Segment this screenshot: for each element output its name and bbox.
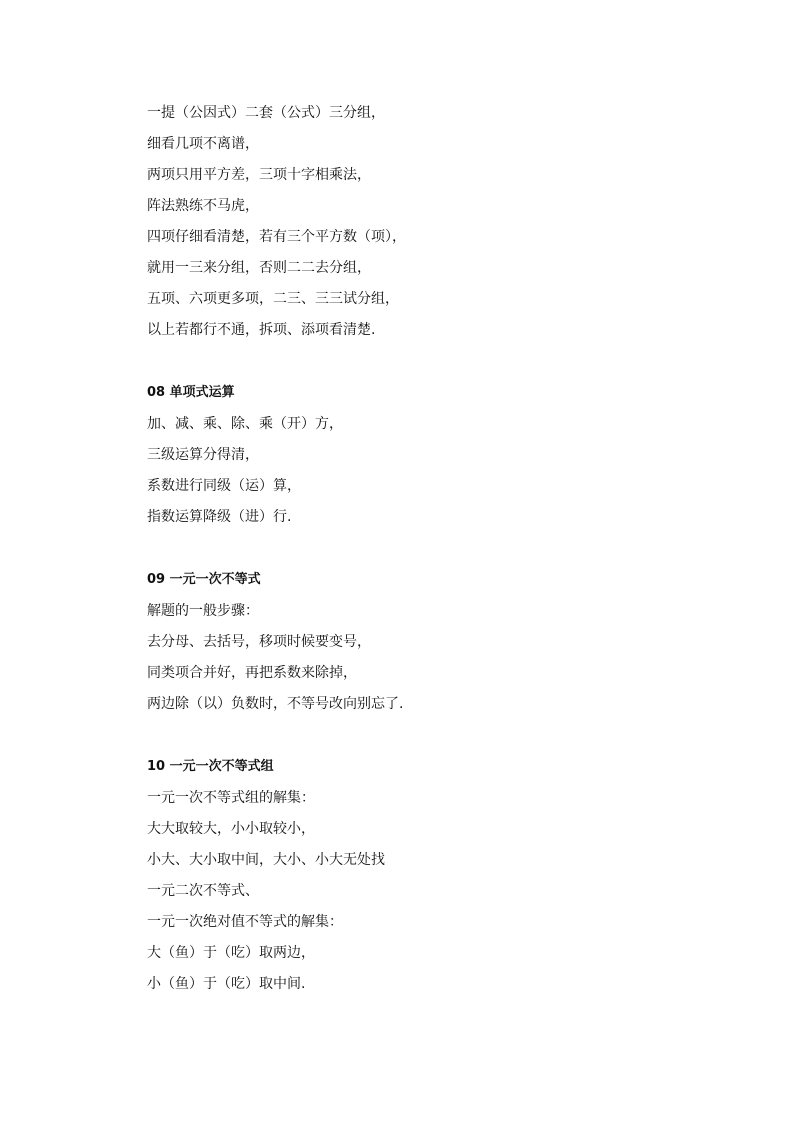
text-line: 三级运算分得清，	[147, 447, 259, 463]
text-line: 阵法熟练不马虎，	[147, 198, 259, 214]
text-line: 就用一三来分组，否则二二去分组，	[147, 260, 371, 276]
text-line: 指数运算降级（进）行.	[147, 509, 292, 525]
section-08	[147, 383, 707, 538]
text-line: 以上若都行不通，拆项、添项看清楚.	[147, 322, 376, 338]
text-line: 一元一次不等式组的解集：	[147, 790, 315, 806]
text-line: 细看几项不离谱，	[147, 136, 259, 152]
section-heading: 09 一元一次不等式	[147, 572, 261, 587]
text-line: 系数进行同级（运）算，	[147, 478, 301, 494]
section-heading: 10 一元一次不等式组	[147, 759, 274, 774]
section-09	[147, 570, 707, 725]
text-line: 同类项合并好，再把系数来除掉，	[147, 665, 357, 681]
section-factoring	[147, 103, 707, 351]
text-line: 加、减、乘、除、乘（开）方，	[147, 416, 343, 432]
text-line: 两项只用平方差，三项十字相乘法，	[147, 167, 371, 183]
text-line: 小大、大小取中间，大小、小大无处找	[147, 852, 385, 868]
section-10	[147, 757, 707, 1005]
text-line: 一元二次不等式、	[147, 883, 259, 899]
text-line: 小（鱼）于（吃）取中间.	[147, 976, 306, 992]
text-line: 解题的一般步骤：	[147, 603, 259, 619]
text-line: 两边除（以）负数时，不等号改向别忘了.	[147, 696, 404, 712]
section-heading: 08 单项式运算	[147, 385, 235, 400]
text-line: 去分母、去括号，移项时候要变号，	[147, 634, 371, 650]
text-line: 四项仔细看清楚，若有三个平方数（项），	[147, 229, 406, 245]
text-line: 大大取较大，小小取较小，	[147, 821, 315, 837]
text-line: 一提（公因式）二套（公式）三分组，	[147, 105, 385, 121]
text-line: 五项、六项更多项，二三、三三试分组，	[147, 291, 399, 307]
text-line: 大（鱼）于（吃）取两边，	[147, 945, 315, 961]
text-line: 一元一次绝对值不等式的解集：	[147, 914, 343, 930]
